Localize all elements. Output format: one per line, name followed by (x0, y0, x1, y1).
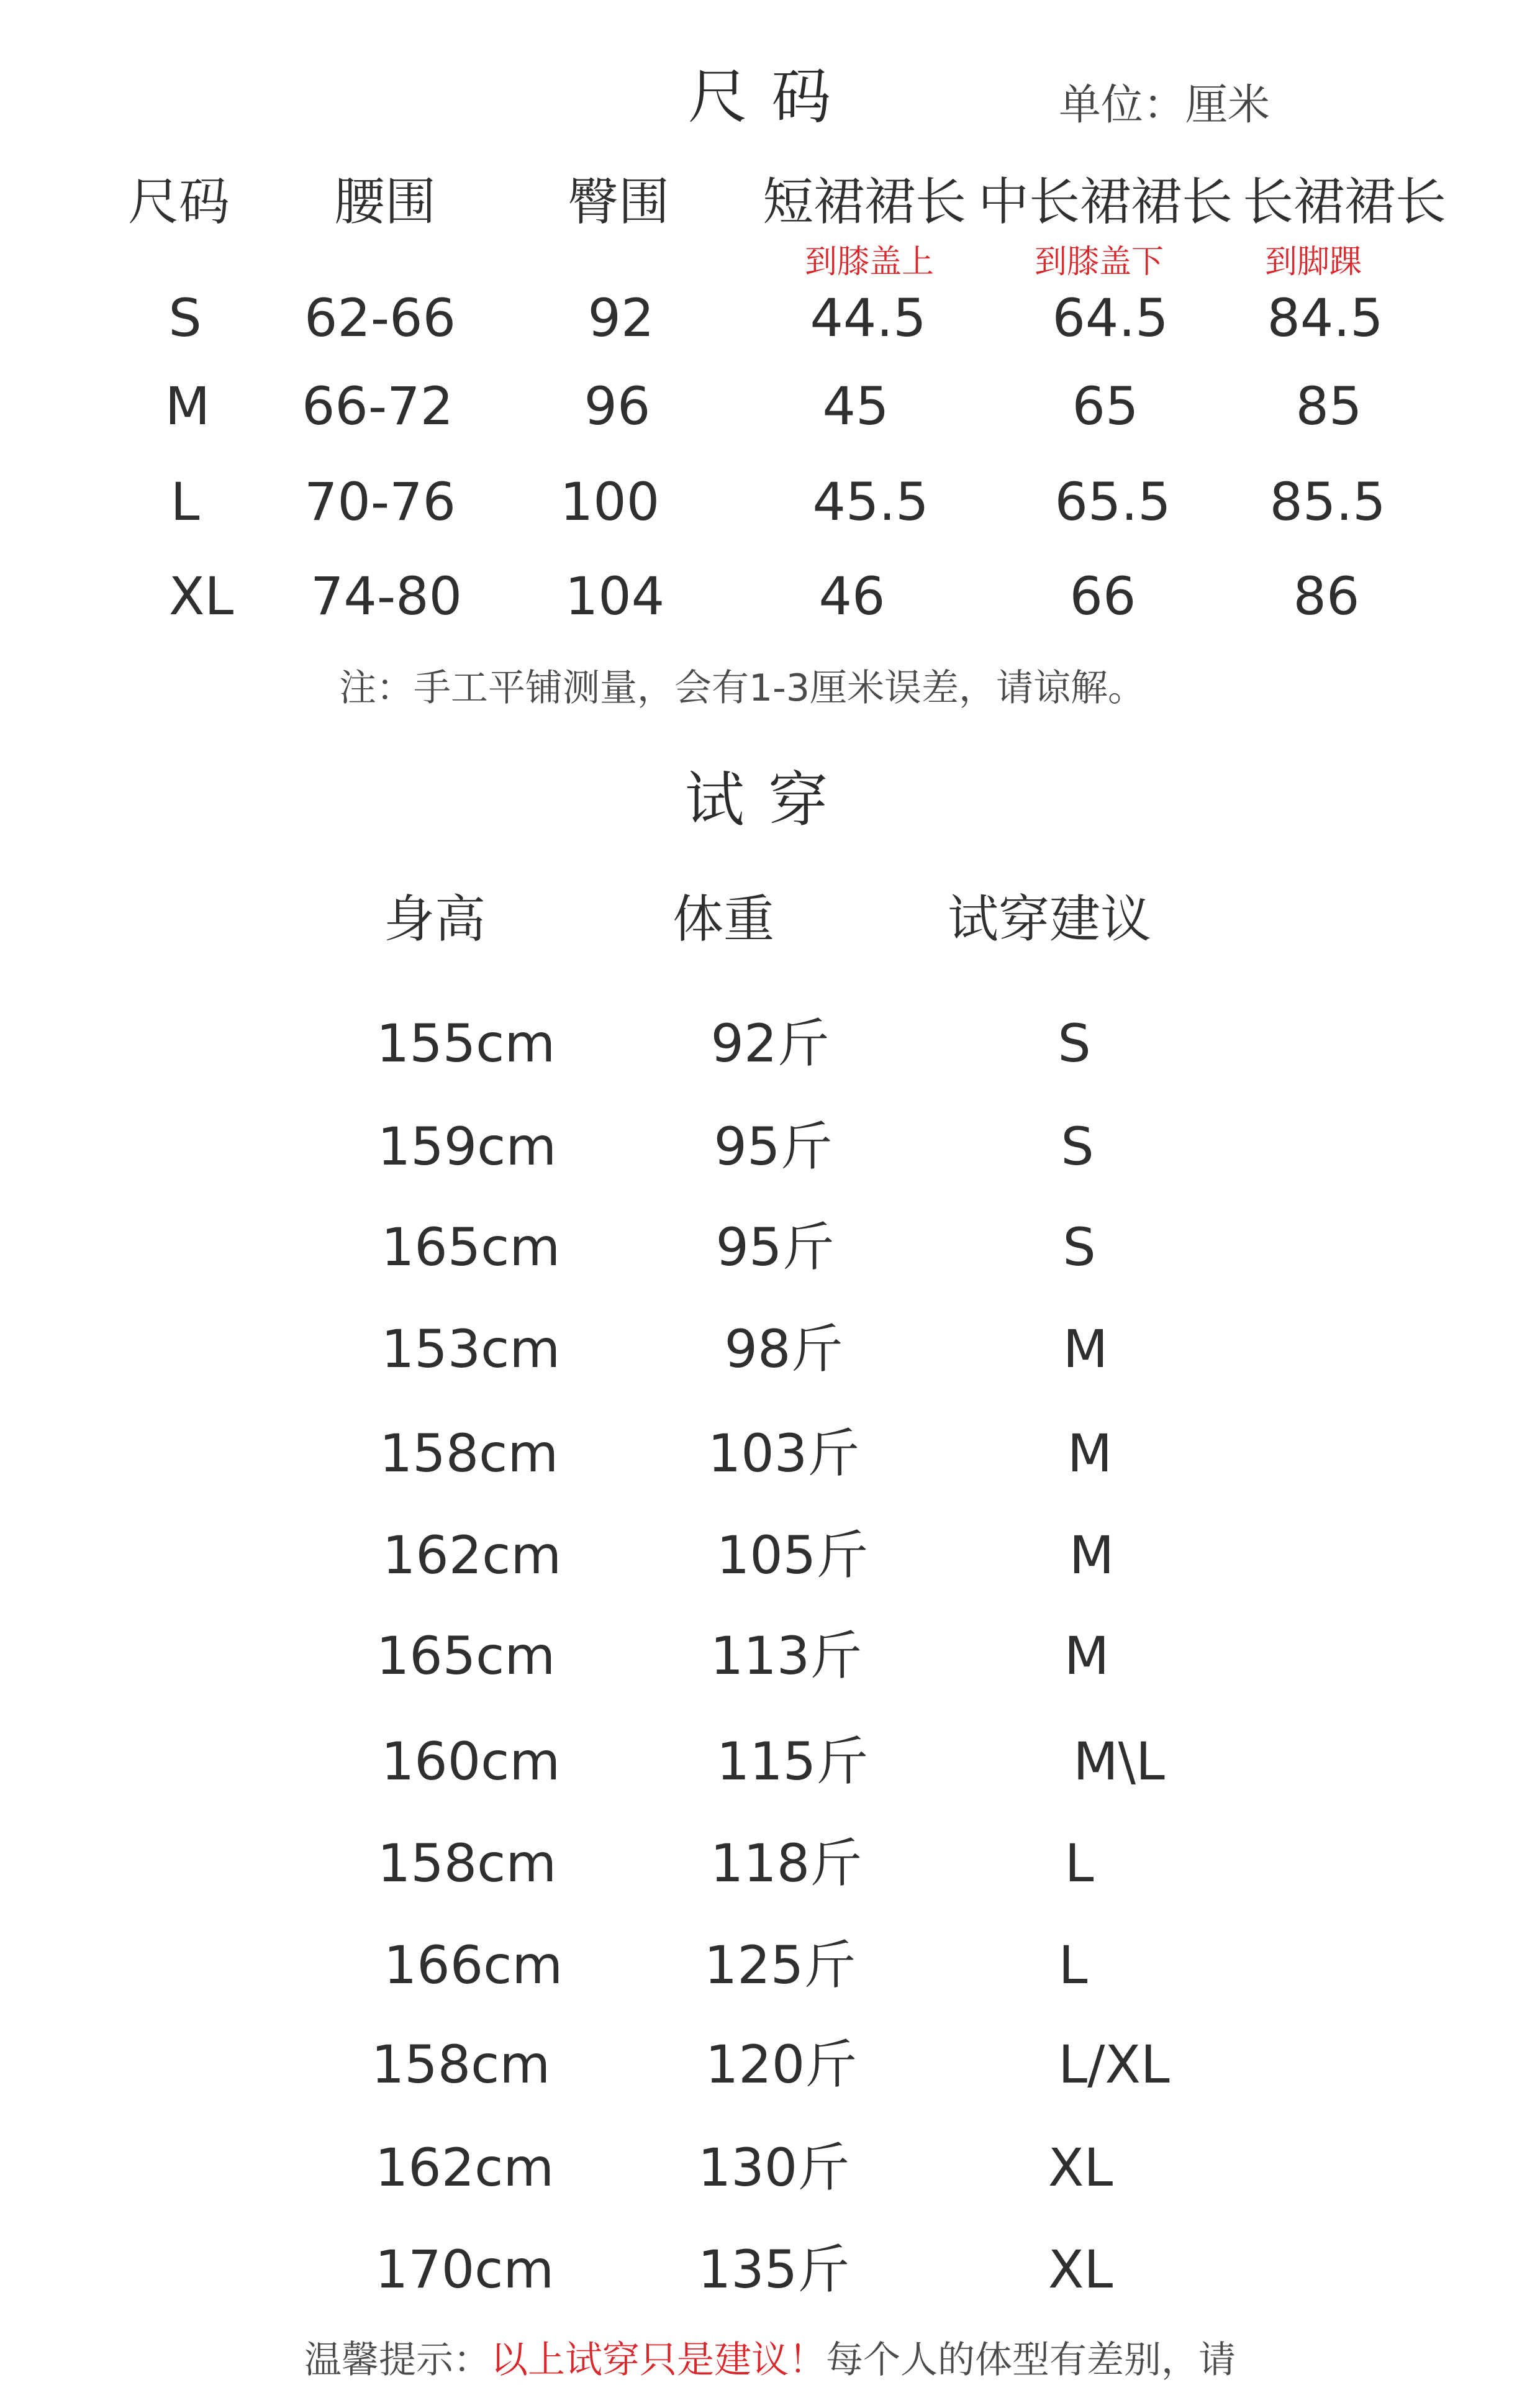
mid-length-cell: 65.5 (1054, 471, 1171, 532)
header-height: 身高 (383, 890, 486, 949)
height-cell: 159cm (377, 1116, 557, 1177)
short-length-cell: 45.5 (812, 471, 929, 532)
hip-cell: 100 (559, 471, 660, 532)
header-hip: 臀围 (567, 173, 670, 232)
hip-cell: 92 (587, 288, 654, 348)
suggestion-cell: M (1064, 1625, 1110, 1686)
warm-tip (304, 2338, 1236, 2382)
suggestion-cell: XL (1048, 2137, 1113, 2198)
suggestion-cell: M\L (1073, 1731, 1165, 1792)
height-cell: 160cm (381, 1731, 561, 1792)
unit-label: 单位：厘米 (1059, 81, 1270, 130)
waist-cell: 62-66 (304, 288, 456, 348)
height-cell: 153cm (381, 1319, 561, 1379)
height-cell: 165cm (381, 1217, 561, 1278)
height-cell: 166cm (383, 1935, 563, 1996)
header-mid-length: 中长裙裙长 (977, 173, 1233, 232)
weight-cell: 120斤 (705, 2034, 858, 2095)
suggestion-cell: M (1067, 1423, 1113, 1484)
weight-cell: 92斤 (710, 1013, 830, 1074)
weight-cell: 95斤 (715, 1217, 835, 1278)
mid-length-cell: 65 (1072, 376, 1139, 437)
suggestion-cell: M (1069, 1525, 1115, 1586)
warm-tip-prefix: 温馨提示： (304, 2338, 491, 2382)
waist-cell: 70-76 (304, 471, 456, 532)
size-title: 尺 码 (687, 62, 834, 132)
suggestion-cell: L (1064, 1833, 1094, 1894)
height-cell: 155cm (376, 1013, 556, 1074)
suggestion-cell: XL (1048, 2239, 1113, 2300)
mid-length-cell: 66 (1069, 566, 1136, 627)
short-length-cell: 44.5 (810, 288, 926, 348)
note-ankle: 到脚踝 (1264, 243, 1362, 281)
weight-cell: 95斤 (713, 1116, 833, 1177)
note-below-knee: 到膝盖下 (1034, 243, 1164, 281)
height-cell: 158cm (377, 1833, 557, 1894)
header-size: 尺码 (127, 173, 230, 232)
height-cell: 162cm (382, 1525, 562, 1586)
header-suggestion: 试穿建议 (947, 890, 1152, 949)
waist-cell: 74-80 (310, 566, 463, 627)
height-cell: 165cm (376, 1625, 556, 1686)
header-weight: 体重 (672, 890, 775, 949)
size-cell: XL (168, 566, 234, 627)
weight-cell: 135斤 (697, 2239, 850, 2300)
mid-length-cell: 64.5 (1052, 288, 1169, 348)
warm-tip-highlight: 以上试穿只是建议！ (491, 2338, 826, 2382)
weight-cell: 115斤 (716, 1731, 869, 1792)
warm-tip-suffix: 每个人的体型有差别，请 (826, 2338, 1236, 2382)
suggestion-cell: S (1058, 1013, 1091, 1074)
height-cell: 158cm (371, 2034, 551, 2095)
long-length-cell: 85.5 (1269, 471, 1386, 532)
suggestion-cell: S (1061, 1116, 1094, 1177)
short-length-cell: 46 (818, 566, 886, 627)
weight-cell: 130斤 (697, 2137, 850, 2198)
size-cell: M (165, 376, 211, 437)
suggestion-cell: L (1058, 1935, 1088, 1996)
long-length-cell: 84.5 (1267, 288, 1384, 348)
height-cell: 162cm (374, 2137, 555, 2198)
weight-cell: 113斤 (710, 1625, 863, 1686)
height-cell: 158cm (379, 1423, 559, 1484)
size-cell: L (170, 471, 200, 532)
header-short-length: 短裙裙长 (762, 173, 967, 232)
weight-cell: 125斤 (704, 1935, 856, 1996)
weight-cell: 105斤 (716, 1525, 869, 1586)
waist-cell: 66-72 (301, 376, 454, 437)
short-length-cell: 45 (822, 376, 889, 437)
weight-cell: 103斤 (707, 1423, 860, 1484)
suggestion-cell: L/XL (1058, 2034, 1170, 2095)
header-waist: 腰围 (333, 173, 437, 232)
tryon-title: 试 穿 (684, 765, 831, 835)
weight-cell: 98斤 (724, 1319, 843, 1379)
note-above-knee: 到膝盖上 (804, 243, 935, 281)
suggestion-cell: M (1062, 1319, 1108, 1379)
hip-cell: 96 (584, 376, 651, 437)
long-length-cell: 86 (1293, 566, 1360, 627)
header-long-length: 长裙裙长 (1242, 173, 1447, 232)
long-length-cell: 85 (1295, 376, 1362, 437)
size-cell: S (168, 288, 202, 348)
suggestion-cell: S (1062, 1217, 1096, 1278)
weight-cell: 118斤 (710, 1833, 863, 1894)
hip-cell: 104 (564, 566, 665, 627)
height-cell: 170cm (374, 2239, 555, 2300)
measurement-note: 注：手工平铺测量，会有1-3厘米误差，请谅解。 (339, 666, 1145, 710)
